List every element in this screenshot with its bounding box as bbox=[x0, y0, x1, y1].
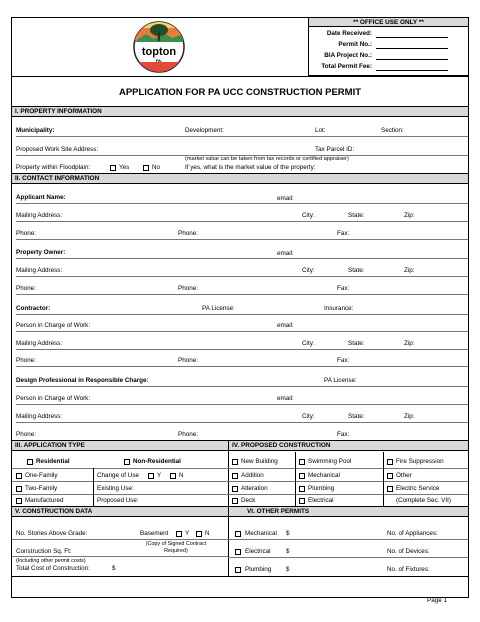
tax-parcel-label: Tax Parcel ID: bbox=[315, 146, 355, 153]
contractor-email-label: email: bbox=[277, 322, 294, 329]
non-residential-checkbox[interactable] bbox=[124, 459, 130, 465]
deck-checkbox[interactable] bbox=[232, 498, 238, 504]
total-cost-label: Total Cost of Construction: bbox=[16, 565, 90, 572]
topton-logo bbox=[132, 20, 186, 74]
design-mailing-label: Mailing Address: bbox=[16, 413, 63, 420]
basement-n-checkbox[interactable] bbox=[196, 531, 202, 537]
electric-service-label: Electric Service bbox=[396, 485, 440, 492]
proposed-use-label: Proposed Use: bbox=[97, 497, 139, 504]
contractor-phone-label: Phone: bbox=[16, 357, 36, 364]
one-family-label: One-Family bbox=[25, 472, 58, 479]
change-use-y-label: Y bbox=[157, 472, 162, 479]
owner-phone2-label: Phone: bbox=[178, 285, 198, 292]
owner-phone-label: Phone: bbox=[16, 285, 36, 292]
section-2-header: II. CONTACT INFORMATION bbox=[12, 173, 468, 184]
owner-state-label: State: bbox=[348, 267, 365, 274]
section-3-header: III. APPLICATION TYPE bbox=[12, 440, 228, 451]
electrical-checkbox[interactable] bbox=[299, 498, 305, 504]
floodplain-label: Property within Floodplain: bbox=[16, 164, 91, 171]
applicant-phone2-label: Phone: bbox=[178, 230, 198, 237]
stories-label: No. Stories Above Grade: bbox=[16, 530, 88, 537]
basement-y-label: Y bbox=[185, 530, 190, 537]
applicant-mailing-label: Mailing Address: bbox=[16, 212, 63, 219]
other-plumbing-checkbox[interactable] bbox=[235, 567, 241, 573]
basement-label: Basement bbox=[140, 530, 169, 537]
total-fee-field[interactable] bbox=[376, 70, 448, 71]
permit-no-field[interactable] bbox=[376, 48, 448, 49]
design-zip-label: Zip: bbox=[404, 413, 415, 420]
electrical-dollar: $ bbox=[286, 548, 290, 555]
applicant-fax-label: Fax: bbox=[337, 230, 350, 237]
two-family-label: Two-Family bbox=[25, 485, 58, 492]
owner-city-label: City: bbox=[302, 267, 315, 274]
design-license-label: PA License: bbox=[324, 377, 357, 384]
section-label: Section: bbox=[381, 127, 404, 134]
work-site-label: Proposed Work Site Address: bbox=[16, 146, 99, 153]
appliances-label: No. of Appliances: bbox=[387, 530, 438, 537]
floodplain-no-checkbox[interactable] bbox=[143, 165, 149, 171]
applicant-zip-label: Zip: bbox=[404, 212, 415, 219]
plumbing-dollar: $ bbox=[286, 566, 290, 573]
contractor-phone2-label: Phone: bbox=[178, 357, 198, 364]
basement-n-label: N bbox=[205, 530, 210, 537]
other-plumbing-label: Plumbing bbox=[245, 566, 272, 573]
fixtures-label: No. of Fixtures: bbox=[387, 566, 430, 573]
floodplain-yes-checkbox[interactable] bbox=[110, 165, 116, 171]
owner-fax-label: Fax: bbox=[337, 285, 350, 292]
one-family-checkbox[interactable] bbox=[16, 473, 22, 479]
fire-suppression-checkbox[interactable] bbox=[387, 459, 393, 465]
plumbing-label: Plumbing bbox=[308, 485, 335, 492]
contractor-license-label: PA License: bbox=[202, 305, 235, 312]
section-5-header: V. CONSTRUCTION DATA bbox=[12, 506, 228, 517]
other-checkbox[interactable] bbox=[387, 473, 393, 479]
design-city-label: City: bbox=[302, 413, 315, 420]
including-costs-note: (Including other permit costs) bbox=[16, 558, 86, 564]
permit-no-label: Permit No.: bbox=[338, 41, 372, 48]
manufactured-label: Manufactured bbox=[25, 497, 64, 504]
lot-label: Lot: bbox=[315, 127, 326, 134]
floodplain-no-label: No bbox=[152, 164, 161, 171]
section-1-header: I. PROPERTY INFORMATION bbox=[12, 106, 468, 117]
design-pro-label: Design Professional in Responsible Charge: bbox=[16, 377, 149, 384]
electric-service-checkbox[interactable] bbox=[387, 486, 393, 492]
market-note: (market value can be taken from tax records or certified appraiser) bbox=[185, 156, 349, 162]
two-family-checkbox[interactable] bbox=[16, 486, 22, 492]
existing-use-label: Existing Use: bbox=[97, 485, 134, 492]
change-use-y-checkbox[interactable] bbox=[148, 473, 154, 479]
electrical-label: Electrical bbox=[308, 497, 334, 504]
date-received-field[interactable] bbox=[376, 37, 448, 38]
municipality-label: Municipality: bbox=[16, 127, 55, 134]
contractor-zip-label: Zip: bbox=[404, 340, 415, 347]
other-mechanical-label: Mechanical bbox=[245, 530, 277, 537]
mechanical-checkbox[interactable] bbox=[299, 473, 305, 479]
contractor-label: Contractor: bbox=[16, 305, 51, 312]
total-cost-dollar: $ bbox=[112, 565, 116, 572]
bia-project-label: BIA Project No.: bbox=[324, 52, 372, 59]
copy-contract-note: (Copy of Signed Contract Required) bbox=[145, 541, 207, 554]
section-6-header: VI. OTHER PERMITS bbox=[228, 506, 468, 517]
floodplain-yes-label: Yes bbox=[119, 164, 130, 171]
sqft-label: Construction Sq. Ft: bbox=[16, 548, 72, 555]
non-residential-label: Non-Residential bbox=[133, 458, 181, 465]
header-divider bbox=[11, 76, 469, 77]
design-fax-label: Fax: bbox=[337, 431, 350, 438]
owner-label: Property Owner: bbox=[16, 249, 66, 256]
contractor-fax-label: Fax: bbox=[337, 357, 350, 364]
change-use-n-label: N bbox=[179, 472, 184, 479]
design-phone-label: Phone: bbox=[16, 431, 36, 438]
residential-checkbox[interactable] bbox=[27, 459, 33, 465]
addition-label: Addition bbox=[241, 472, 264, 479]
applicant-state-label: State: bbox=[348, 212, 365, 219]
residential-label: Residential bbox=[36, 458, 70, 465]
mechanical-label: Mechanical bbox=[308, 472, 340, 479]
other-electrical-label: Electrical bbox=[245, 548, 271, 555]
plumbing-checkbox[interactable] bbox=[299, 486, 305, 492]
design-state-label: State: bbox=[348, 413, 365, 420]
owner-zip-label: Zip: bbox=[404, 267, 415, 274]
alteration-label: Alteration bbox=[241, 485, 268, 492]
alteration-checkbox[interactable] bbox=[232, 486, 238, 492]
page-number: Page 1 bbox=[427, 597, 447, 604]
other-mechanical-checkbox[interactable] bbox=[235, 531, 241, 537]
swimming-pool-label: Swimming Pool bbox=[308, 458, 352, 465]
owner-mailing-label: Mailing Address: bbox=[16, 267, 63, 274]
contractor-state-label: State: bbox=[348, 340, 365, 347]
owner-email-label: email: bbox=[277, 250, 294, 257]
change-use-label: Change of Use bbox=[97, 472, 140, 479]
mechanical-dollar: $ bbox=[286, 530, 290, 537]
addition-checkbox[interactable] bbox=[232, 473, 238, 479]
market-value-question: If yes, what is the market value of the property: bbox=[185, 164, 316, 171]
applicant-email-label: email: bbox=[277, 195, 294, 202]
fire-suppression-label: Fire Suppression bbox=[396, 458, 444, 465]
date-received-label: Date Received: bbox=[326, 30, 372, 37]
page-title: APPLICATION FOR PA UCC CONSTRUCTION PERMIT bbox=[118, 87, 362, 98]
complete-sec-note: (Complete Sec. VII) bbox=[396, 497, 451, 504]
applicant-name-label: Applicant Name: bbox=[16, 194, 66, 201]
other-label: Other bbox=[396, 472, 412, 479]
new-building-checkbox[interactable] bbox=[232, 459, 238, 465]
manufactured-checkbox[interactable] bbox=[16, 498, 22, 504]
other-electrical-checkbox[interactable] bbox=[235, 549, 241, 555]
deck-label: Deck bbox=[241, 497, 256, 504]
applicant-city-label: City: bbox=[302, 212, 315, 219]
swimming-pool-checkbox[interactable] bbox=[299, 459, 305, 465]
design-person-label: Person in Charge of Work: bbox=[16, 395, 91, 402]
new-building-label: New Building bbox=[241, 458, 278, 465]
basement-y-checkbox[interactable] bbox=[176, 531, 182, 537]
svg-text:PA.: PA. bbox=[155, 58, 163, 63]
design-phone2-label: Phone: bbox=[178, 431, 198, 438]
bia-project-field[interactable] bbox=[376, 59, 448, 60]
design-email-label: email: bbox=[277, 395, 294, 402]
devices-label: No. of Devices: bbox=[387, 548, 430, 555]
total-fee-label: Total Permit Fee: bbox=[321, 63, 372, 70]
change-use-n-checkbox[interactable] bbox=[170, 473, 176, 479]
contractor-mailing-label: Mailing Address: bbox=[16, 340, 63, 347]
contractor-person-label: Person in Charge of Work: bbox=[16, 322, 91, 329]
development-label: Development: bbox=[185, 127, 224, 134]
logo-text: topton bbox=[141, 46, 177, 58]
contractor-city-label: City: bbox=[302, 340, 315, 347]
contractor-insurance-label: Insurance: bbox=[324, 305, 354, 312]
section-4-header: IV. PROPOSED CONSTRUCTION bbox=[228, 440, 468, 451]
applicant-phone-label: Phone: bbox=[16, 230, 36, 237]
office-use-title: ** OFFICE USE ONLY ** bbox=[309, 18, 468, 27]
